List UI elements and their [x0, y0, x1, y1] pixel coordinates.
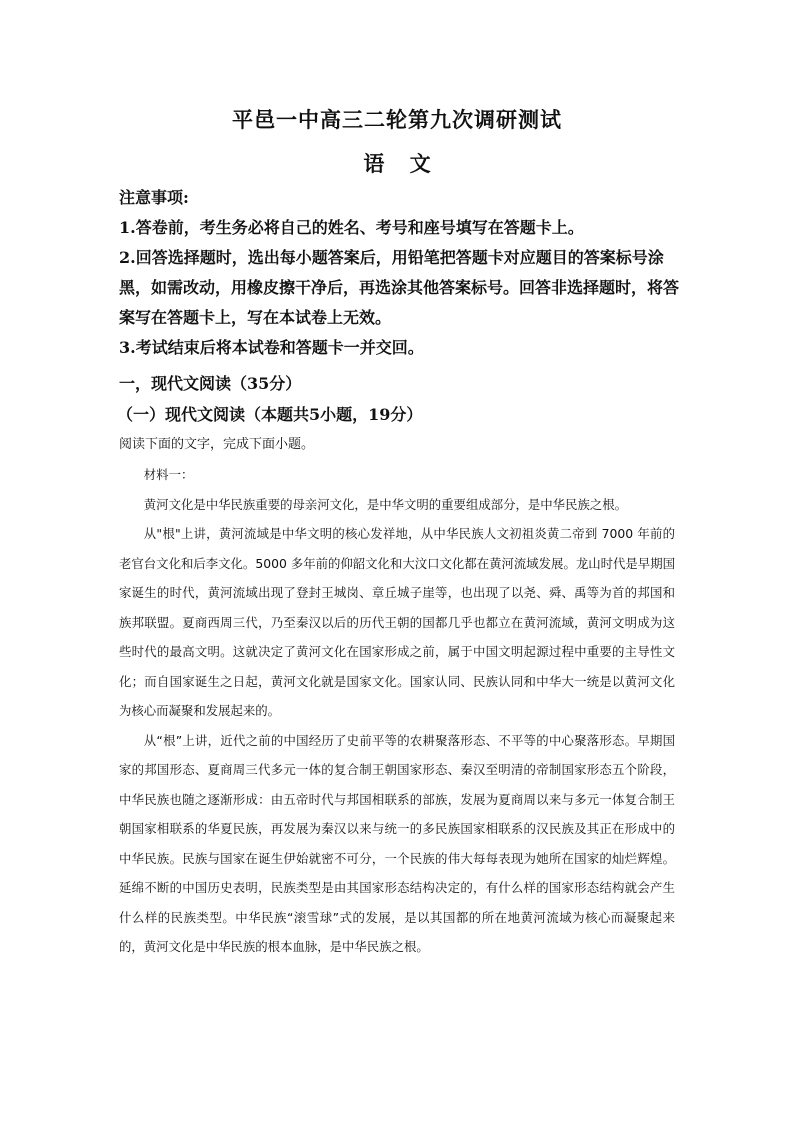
- material-paragraph-2: 从"根"上讲，黄河流域是中华文明的核心发祥地，从中华民族人文初祖炎黄二帝到 7000 年前的老官台文化和后李文化。5000 多年前的仰韶文化和大汶口文化都在黄河流域发展。龙山时代是早期国家诞生的时代，黄河流域出现了登封王城岗、章丘城子崖等，也出现了以尧、舜、禹等为首的邦国和族邦联盟。夏商西周三代，乃至秦汉以后的历代王朝的国都几乎也都立在黄河流域，黄河文明成为这些时代的最高文明。这就决定了黄河文化在国家形成之前，属于中国文明起源过程中重要的主导性文化；而自国家诞生之日起，黄河文化就是国家文化。国家认同、民族认同和中华大一统是以黄河文化为核心而凝聚和发展起来的。: [119, 526, 675, 718]
- section-subtitle: （一）现代文阅读（本题共5小题，19分）: [117, 405, 423, 424]
- notice-block: [119, 183, 679, 363]
- notice-heading: 注意事项:: [119, 188, 189, 207]
- material-body: [119, 460, 675, 962]
- section-title: 一，现代文阅读（35分）: [119, 374, 302, 393]
- notice-item-2: 2.回答选择题时，选出每小题答案后，用铅笔把答题卡对应题目的答案标号涂黑，如需改动，用橡皮擦干净后，再选涂其他答案标号。回答非选择题时，将答案写在答题卡上，写在本试卷上无效。: [119, 248, 680, 327]
- material-paragraph-3: 从“根”上讲，近代之前的中国经历了史前平等的农耕聚落形态、不平等的中心聚落形态。早期国家的邦国形态、夏商周三代多元一体的复合制王朝国家形态、秦汉至明清的帝制国家形态五个阶段，中华民族也随之逐渐形成：由五帝时代与邦国相联系的部族，发展为夏商周以来与多元一体复合制王朝国家相联系的华夏民族，再发展为秦汉以来与统一的多民族国家相联系的汉民族及其正在形成中的中华民族。民族与国家在诞生伊始就密不可分，一个民族的伟大每每表现为她所在国家的灿烂辉煌。延绵不断的中国历史表明，民族类型是由其国家形态结构决定的，有什么样的国家形态结构就会产生什么样的民族类型。中华民族“滚雪球”式的发展，是以其国都的所在地黄河流域为核心而凝聚起来的，黄河文化是中华民族的根本血脉，是中华民族之根。: [119, 732, 675, 954]
- reading-instruction: 阅读下面的文字，完成下面小题。: [119, 437, 315, 452]
- notice-item-3: 3.考试结束后将本试卷和答题卡一并交回。: [119, 338, 424, 357]
- exam-title: 平邑一中高三二轮第九次调研测试: [232, 107, 562, 132]
- material-paragraph-1: 黄河文化是中华民族重要的母亲河文化，是中华文明的重要组成部分，是中华民族之根。: [143, 496, 628, 512]
- material-label: 材料一：: [143, 467, 194, 482]
- notice-item-1: 1.答卷前，考生务必将自己的姓名、考号和座号填写在答题卡上。: [119, 218, 584, 237]
- subject-title: 语 文: [363, 151, 431, 176]
